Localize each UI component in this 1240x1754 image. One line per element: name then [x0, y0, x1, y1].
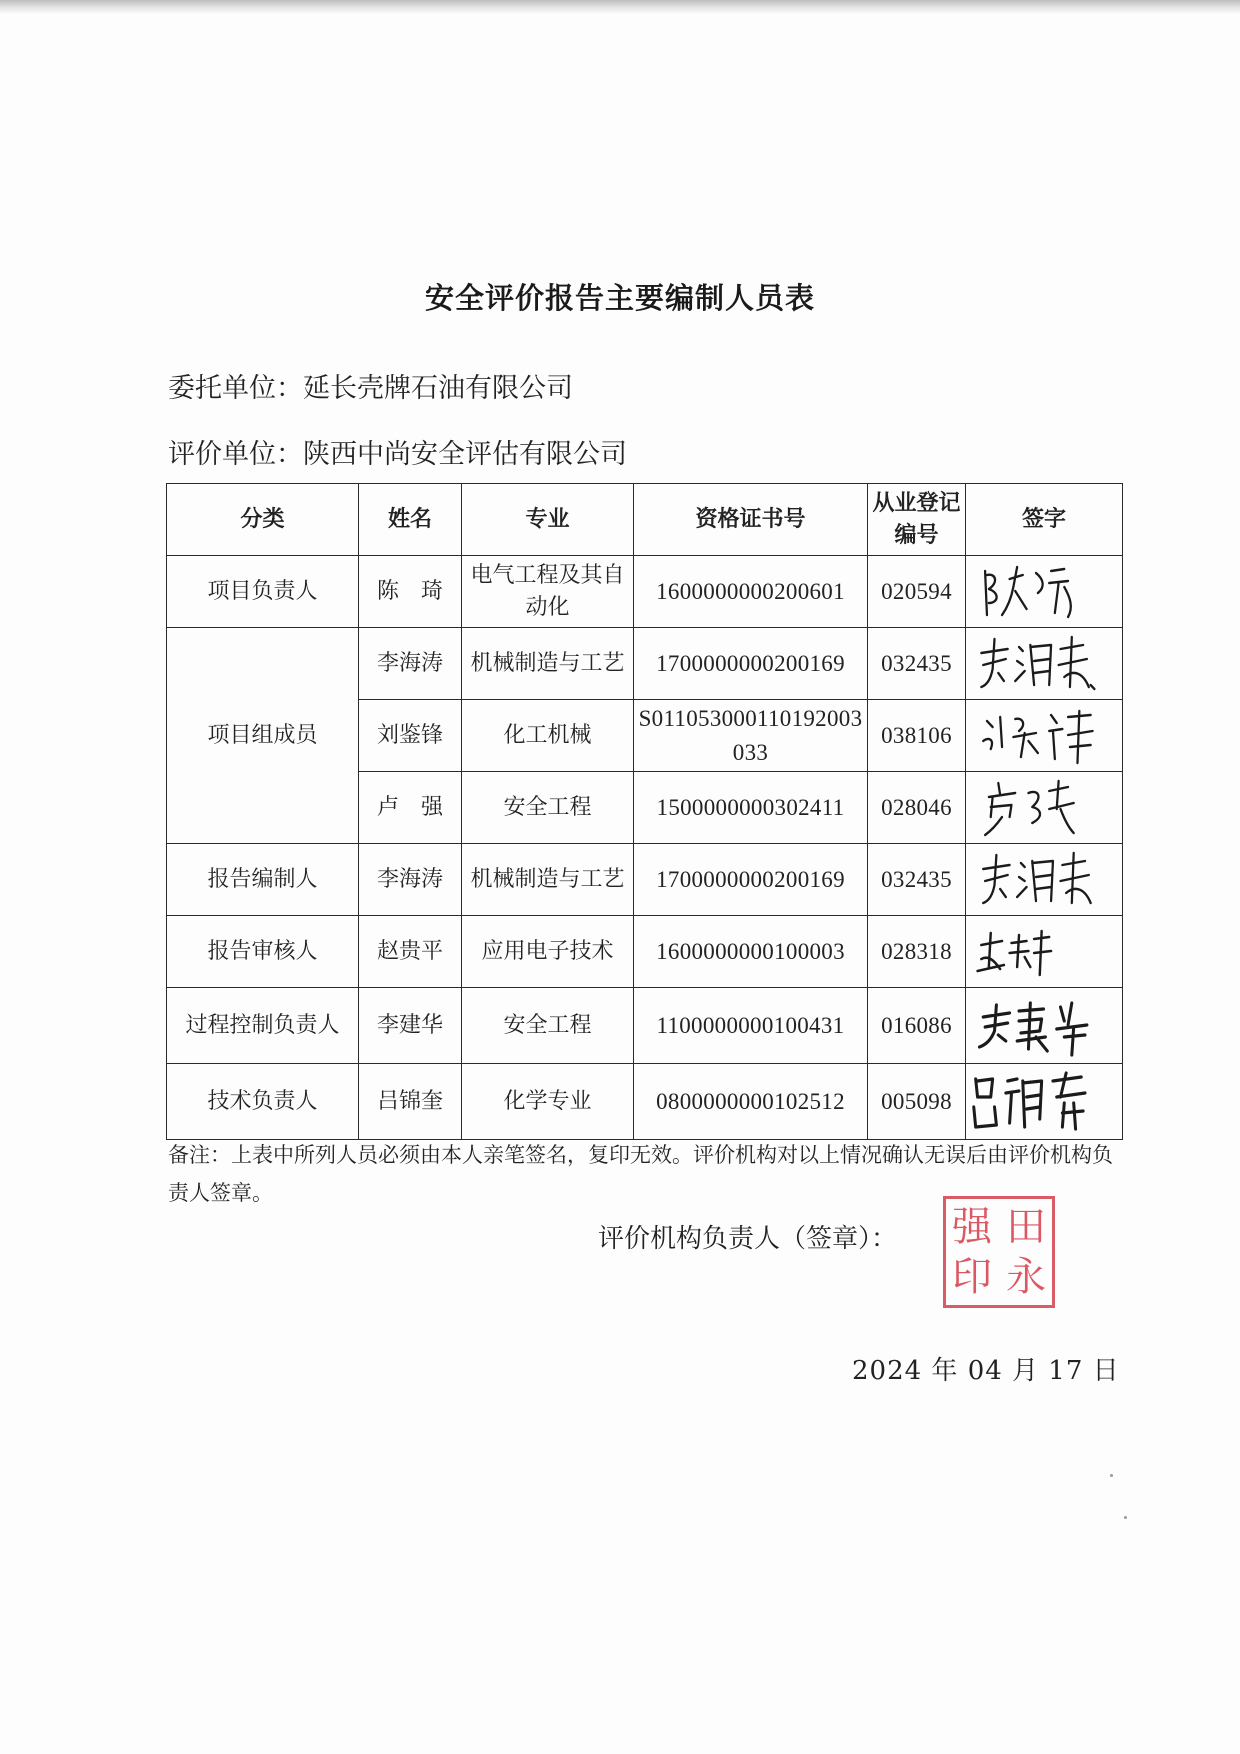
- major-cell: 机械制造与工艺: [462, 628, 634, 700]
- table-row: [167, 988, 1123, 1064]
- signature-cell: [966, 700, 1123, 772]
- signature-cell: [966, 988, 1123, 1064]
- name-cell: 李海涛: [359, 628, 462, 700]
- signature-cell: [966, 772, 1123, 844]
- handwritten-signature: [970, 701, 1118, 771]
- evaluation-unit: 评价单位：陕西中尚安全评估有限公司: [168, 439, 627, 470]
- seal-char: 印: [952, 1254, 992, 1300]
- cert-no-cell: 1700000000200169: [634, 628, 868, 700]
- signature-cell: [966, 628, 1123, 700]
- major-cell: 机械制造与工艺: [462, 844, 634, 916]
- major-cell: 安全工程: [462, 988, 634, 1064]
- reg-no-cell: 032435: [868, 844, 966, 916]
- header-category: 分类: [167, 484, 359, 556]
- signature-cell: [966, 1064, 1123, 1140]
- cert-no-cell: 1100000000100431: [634, 988, 868, 1064]
- staff-table: [166, 483, 1123, 1140]
- scan-speck: [1124, 1516, 1127, 1519]
- table-row: [167, 916, 1123, 988]
- name-cell: 赵贵平: [359, 916, 462, 988]
- remark-note: 备注：上表中所列人员必须由本人亲笔签名，复印无效。评价机构对以上情况确认无误后由评价机构负责人签章。: [168, 1143, 1113, 1205]
- table-header-row: [167, 484, 1123, 556]
- reg-no-cell: 028318: [868, 916, 966, 988]
- cert-no-cell: 0800000000102512: [634, 1064, 868, 1140]
- handwritten-signature: [970, 845, 1118, 915]
- major-cell: 化工机械: [462, 700, 634, 772]
- header-name: 姓名: [359, 484, 462, 556]
- cert-no-cell: 1500000000302411: [634, 772, 868, 844]
- reg-no-cell: 028046: [868, 772, 966, 844]
- document-date: 2024 年 04 月 17 日: [852, 1356, 1120, 1386]
- reg-no-cell: 020594: [868, 556, 966, 628]
- reg-no-cell: 005098: [868, 1064, 966, 1140]
- name-cell: 陈 琦: [359, 556, 462, 628]
- handwritten-signature: [970, 991, 1118, 1061]
- reg-no-cell: 032435: [868, 628, 966, 700]
- category-cell: 项目负责人: [167, 556, 359, 628]
- major-cell: 安全工程: [462, 772, 634, 844]
- handwritten-signature: [970, 557, 1118, 627]
- document-title: 安全评价报告主要编制人员表: [424, 281, 815, 315]
- cert-no-cell: 1600000000100003: [634, 916, 868, 988]
- seal-char: 田: [1006, 1204, 1046, 1250]
- name-cell: 李海涛: [359, 844, 462, 916]
- category-cell: 报告审核人: [167, 916, 359, 988]
- header-signature: 签字: [966, 484, 1123, 556]
- table-row: [167, 844, 1123, 916]
- table-row: [167, 1064, 1123, 1140]
- handwritten-signature: [970, 773, 1118, 843]
- header-cert-no: 资格证书号: [634, 484, 868, 556]
- name-cell: 吕锦奎: [359, 1064, 462, 1140]
- category-cell: 过程控制负责人: [167, 988, 359, 1064]
- red-seal-stamp: [943, 1196, 1055, 1308]
- reg-no-cell: 016086: [868, 988, 966, 1064]
- cert-no-cell: S011053000110192003033: [634, 700, 868, 772]
- header-reg-no: 从业登记编号: [868, 484, 966, 556]
- major-cell: 电气工程及其自动化: [462, 556, 634, 628]
- major-cell: 应用电子技术: [462, 916, 634, 988]
- category-cell: 技术负责人: [167, 1064, 359, 1140]
- signature-cell: [966, 844, 1123, 916]
- handwritten-signature: [970, 1067, 1118, 1137]
- name-cell: 刘鉴锋: [359, 700, 462, 772]
- name-cell: 卢 强: [359, 772, 462, 844]
- scan-speck: [1110, 1474, 1113, 1477]
- reg-no-cell: 038106: [868, 700, 966, 772]
- cert-no-cell: 1600000000200601: [634, 556, 868, 628]
- header-major: 专业: [462, 484, 634, 556]
- signature-cell: [966, 916, 1123, 988]
- client-unit: 委托单位：延长壳牌石油有限公司: [168, 373, 573, 404]
- cert-no-cell: 1700000000200169: [634, 844, 868, 916]
- major-cell: 化学专业: [462, 1064, 634, 1140]
- name-cell: 李建华: [359, 988, 462, 1064]
- institution-head-signature-label: 评价机构负责人（签章）：: [598, 1224, 898, 1254]
- handwritten-signature: [970, 629, 1118, 699]
- signature-cell: [966, 556, 1123, 628]
- scan-edge-shadow: [0, 0, 1240, 14]
- handwritten-signature: [970, 917, 1118, 987]
- category-cell: 报告编制人: [167, 844, 359, 916]
- category-cell: 项目组成员: [167, 628, 359, 844]
- table-row: [167, 628, 1123, 700]
- seal-char: 强: [952, 1204, 992, 1250]
- seal-char: 永: [1006, 1254, 1046, 1300]
- table-row: [167, 556, 1123, 628]
